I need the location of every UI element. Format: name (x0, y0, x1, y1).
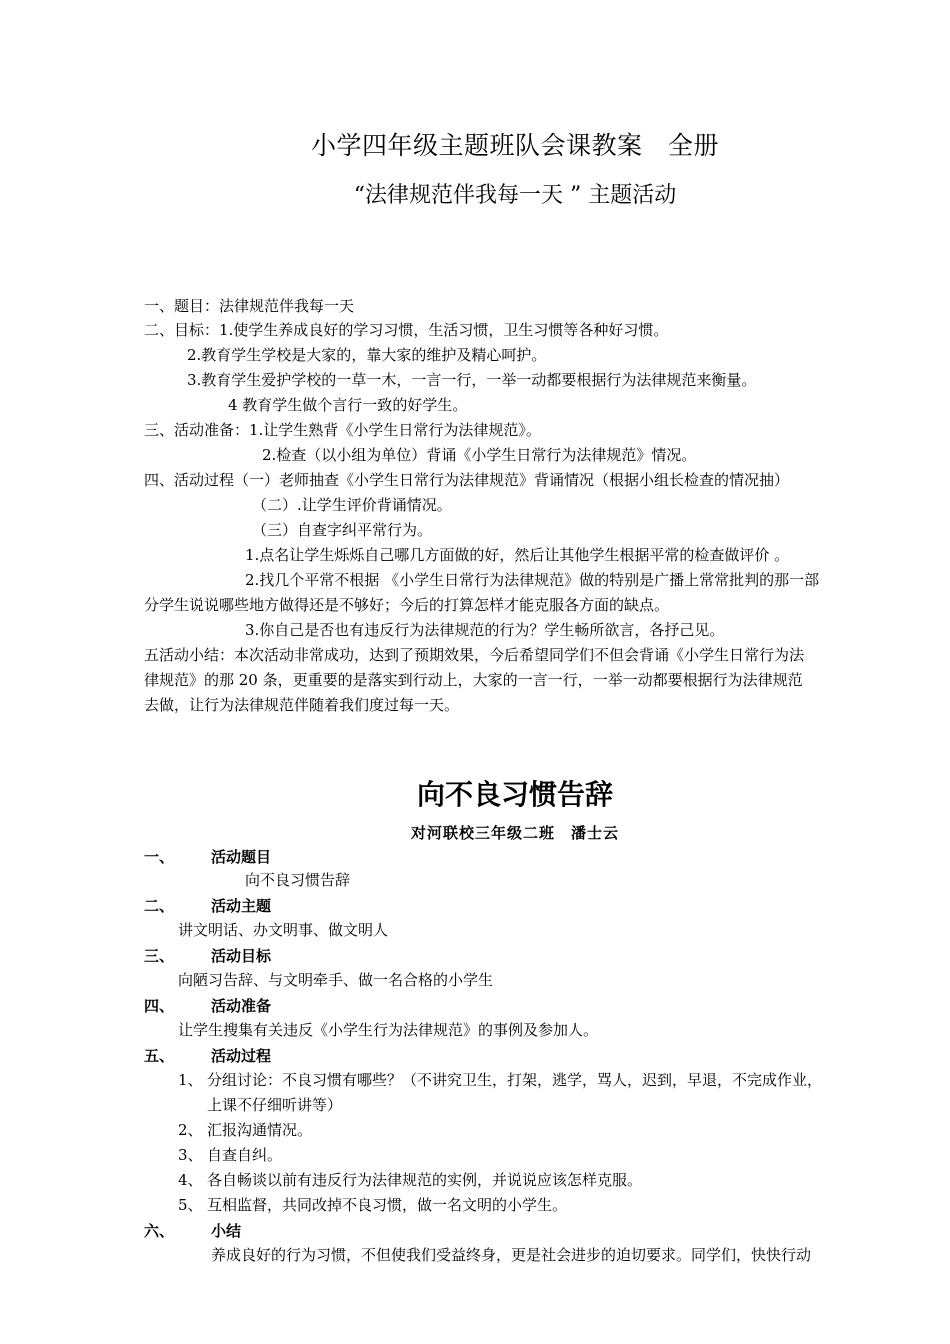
text-line: 3.你自己是否也有违反行为法律规范的行为？学生畅所欲言，各抒己见。 (245, 621, 725, 639)
heading-body: 让学生搜集有关违反《小学生行为法律规范》的事例及参加人。 (178, 1021, 599, 1039)
heading-text: 活动题目 (211, 848, 272, 866)
list-item: 自查自纠。 (207, 1146, 283, 1164)
heading-text: 活动目标 (211, 947, 272, 965)
document-subtitle: “法律规范伴我每一天 ” 主题活动 (353, 183, 677, 208)
text-line: 四、活动过程（一）老师抽查《小学生日常行为法律规范》背诵情况（根据小组长检查的情况抽） (144, 471, 790, 489)
text-line: 2.找几个平常不根据 《小学生日常行为法律规范》做的特别是广播上常常批判的那一部 (245, 571, 820, 589)
heading-text: 小结 (211, 1222, 242, 1240)
text-line: 二、目标：1.使学生养成良好的学习习惯，生活习惯，卫生习惯等各种好习惯。 (144, 321, 669, 339)
heading-number: 五、 (144, 1047, 175, 1065)
list-item: 分组讨论：不良习惯有哪些？（不讲究卫生，打架，逃学，骂人，迟到，早退，不完成作业， (207, 1071, 823, 1089)
text-line: 五活动小结：本次活动非常成功，达到了预期效果，今后希望同学们不但会背诵《小学生日常行为法 (144, 646, 805, 664)
list-item-continuation: 上课不仔细听讲等） (207, 1096, 343, 1114)
text-line: 2.教育学生学校是大家的，靠大家的维护及精心呵护。 (187, 346, 547, 364)
text-line: 1.点名让学生烁烁自己哪几方面做的好，然后让其他学生根据平常的检查做评价 。 (245, 546, 790, 564)
text-line: 去做，让行为法律规范伴随着我们度过每一天。 (144, 696, 460, 714)
heading-number: 四、 (144, 997, 175, 1015)
list-item: 汇报沟通情况。 (207, 1121, 313, 1139)
heading-number: 六、 (144, 1222, 175, 1240)
text-line: 3.教育学生爱护学校的一草一木，一言一行，一举一动都要根据行为法律规范来衡量。 (187, 371, 757, 389)
heading-text: 活动准备 (211, 997, 272, 1015)
text-line: 分学生说说哪些地方做得还是不够好；今后的打算怎样才能克服各方面的缺点。 (144, 596, 670, 614)
heading-text: 活动主题 (211, 897, 272, 915)
heading-text: 活动过程 (211, 1047, 272, 1065)
text-line: （三）自查字纠平常行为。 (252, 521, 433, 539)
heading-number: 二、 (144, 897, 175, 915)
text-line: 律规范》的那 20 条，更重要的是落实到行动上，大家的一言一行，一举一动都要根据行为法律规范 (144, 671, 803, 689)
heading-number: 三、 (144, 947, 175, 965)
list-number: 2、 (178, 1121, 203, 1139)
document-title: 小学四年级主题班队会课教案 全册 (310, 131, 719, 160)
text-line: 一、题目：法律规范伴我每一天 (144, 297, 355, 315)
list-number: 3、 (178, 1146, 203, 1164)
text-line: 三、活动准备：1.让学生熟背《小学生日常行为法律规范》。 (144, 421, 541, 439)
list-item: 互相监督，共同改掉不良习惯，做一名文明的小学生。 (207, 1196, 568, 1214)
section-title: 向不良习惯告辞 (416, 778, 613, 811)
heading-body: 养成良好的行为习惯，不但使我们受益终身，更是社会进步的迫切要求。同学们，快快行动 (211, 1246, 812, 1264)
heading-body: 向陋习告辞、与文明牵手、做一名合格的小学生 (178, 971, 494, 989)
text-line: 2.检查（以小组为单位）背诵《小学生日常行为法律规范》情况。 (262, 446, 697, 464)
text-line: （二）.让学生评价背诵情况。 (252, 496, 452, 514)
text-line: 4 教育学生做个言行一致的好学生。 (228, 396, 468, 414)
heading-body: 讲文明话、办文明事、做文明人 (178, 921, 389, 939)
list-number: 4、 (178, 1171, 203, 1189)
section-author: 对河联校三年级二班 潘士云 (410, 824, 619, 842)
heading-number: 一、 (144, 848, 175, 866)
list-item: 各自畅谈以前有违反行为法律规范的实例，并说说应该怎样克服。 (207, 1171, 643, 1189)
heading-body: 向不良习惯告辞 (245, 871, 351, 889)
list-number: 5、 (178, 1196, 203, 1214)
list-number: 1、 (178, 1071, 203, 1089)
